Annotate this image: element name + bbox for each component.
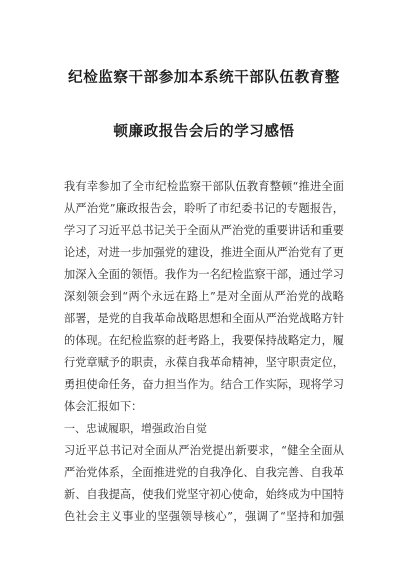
section-heading: 一、忠诚履职，增强政治自觉 (64, 422, 207, 435)
paragraph-1-line: 部署，是党的自我革命战略思想和全面从严治党战略方针 (64, 312, 344, 325)
paragraph-1-line: 论述，对进一步加强党的建设，推进全面从严治党有了更 (64, 246, 344, 259)
paragraph-1-line: 我有幸参加了全市纪检监察干部队伍教育整顿“推进全面 (64, 180, 344, 193)
document-title-line-2: 顿廉政报告会后的学习感悟 (113, 124, 295, 140)
paragraph-1-line: 勇担使命任务，奋力担当作为。结合工作实际，现将学习 (64, 378, 344, 391)
paragraph-2-line: 新、自我提高，使我们党坚守初心使命，始终成为中国特 (64, 488, 344, 501)
paragraph-2-line: 色社会主义事业的坚强领导核心”，强调了“坚持和加强 (64, 510, 344, 523)
paragraph-1-line: 加深入全面的领悟。我作为一名纪检监察干部，通过学习 (64, 268, 344, 281)
document-body (64, 176, 344, 528)
paragraph-1-line: 的体现。在纪检监察的赶考路上，我要保持战略定力，履 (64, 334, 344, 347)
paragraph-1-line: 行党章赋予的职责，永葆自我革命精神，坚守职责定位， (64, 356, 344, 369)
paragraph-1-line: 体会汇报如下： (64, 400, 143, 413)
paragraph-1-line: 学习了习近平总书记关于全面从严治党的重要讲话和重要 (64, 224, 344, 237)
paragraph-1-line: 深刻领会到“两个永远在路上”是对全面从严治党的战略 (64, 290, 344, 303)
paragraph-1-line: 从严治党”廉政报告会，聆听了市纪委书记的专题报告， (64, 202, 344, 215)
paragraph-2-line: 严治党体系，全面推进党的自我净化、自我完善、自我革 (64, 466, 344, 479)
document-title-line-1: 纪检监察干部参加本系统干部队伍教育整 (68, 70, 340, 86)
paragraph-2-line: 习近平总书记对全面从严治党提出新要求，“健全全面从 (64, 444, 344, 457)
